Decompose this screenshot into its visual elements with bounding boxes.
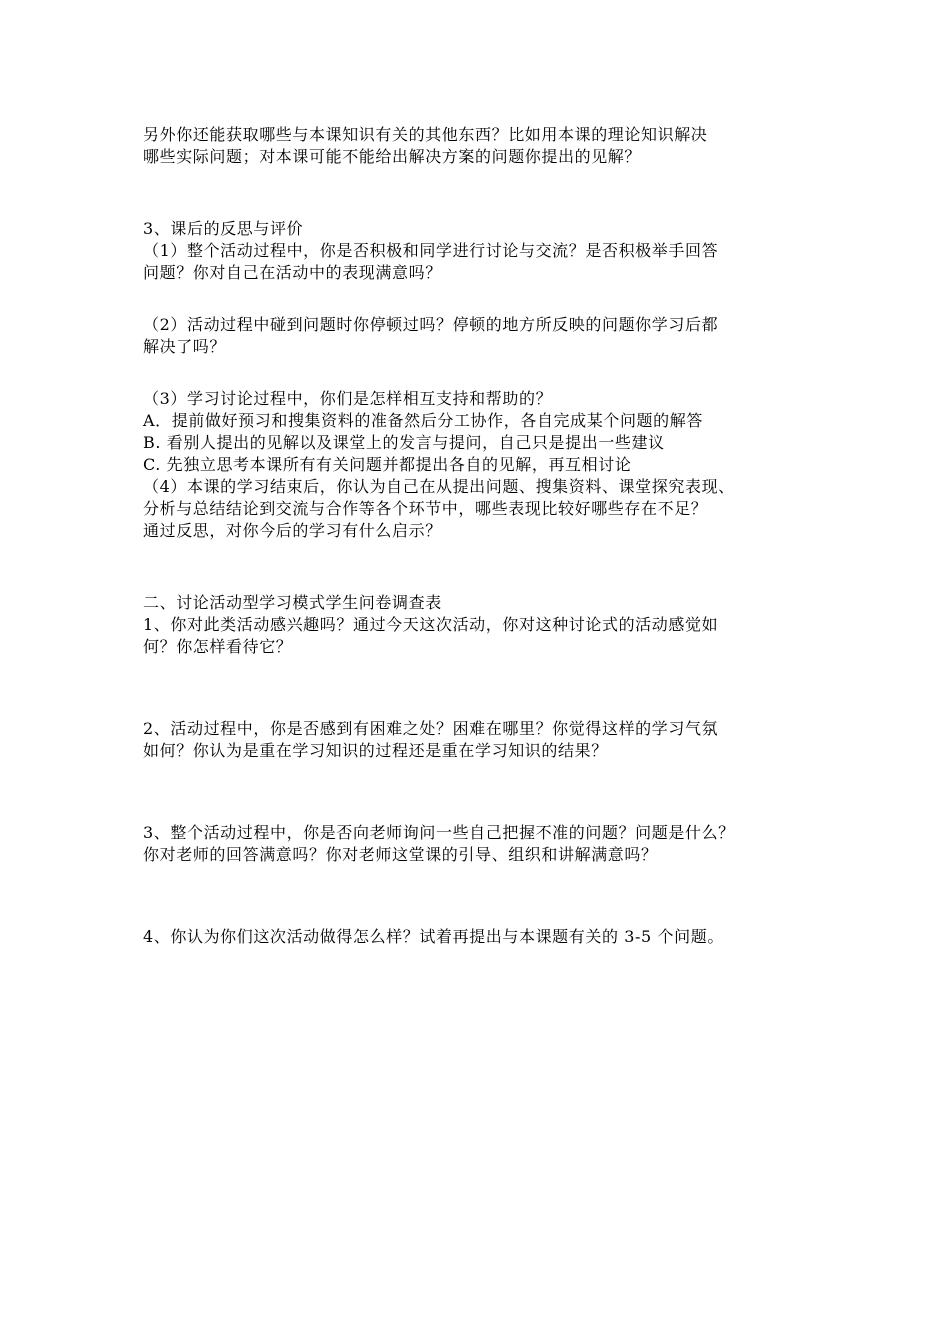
- option-b: B. 看别人提出的见解以及课堂上的发言与提问，自己只是提出一些建议: [143, 433, 665, 452]
- survey-item-1-line-2: 何？你怎样看待它？: [143, 637, 293, 656]
- survey-item-3-line-2: 你对老师的回答满意吗？你对老师这堂课的引导、组织和讲解满意吗？: [143, 845, 658, 864]
- survey-item-2-line-1: 2、活动过程中，你是否感到有困难之处？困难在哪里？你觉得这样的学习气氛: [143, 719, 719, 738]
- survey-item-2-line-2: 如何？你认为是重在学习知识的过程还是重在学习知识的结果？: [143, 741, 608, 760]
- document-page: [143, 124, 823, 948]
- q4-line-3: 通过反思，对你今后的学习有什么启示？: [143, 521, 442, 540]
- option-c: C. 先独立思考本课所有有关问题并都提出各自的见解，再互相讨论: [143, 455, 632, 474]
- survey-item-3-line-1: 3、整个活动过程中，你是否向老师询问一些自己把握不准的问题？问题是什么？: [143, 823, 735, 842]
- option-a: A．提前做好预习和搜集资料的准备然后分工协作，各自完成某个问题的解答: [143, 411, 703, 430]
- intro-line-2: 哪些实际问题；对本课可能不能给出解决方案的问题你提出的见解？: [143, 147, 642, 166]
- section3-heading: 3、课后的反思与评价: [143, 219, 304, 238]
- q4-line-1: （4）本课的学习结束后，你认为自己在从提出问题、搜集资料、课堂探究表现、: [143, 477, 735, 496]
- q1-line-2: 问题？你对自己在活动中的表现满意吗？: [143, 263, 442, 282]
- q4-line-2: 分析与总结结论到交流与合作等各个环节中，哪些表现比较好哪些存在不足？: [143, 499, 708, 518]
- survey-item-1-line-1: 1、你对此类活动感兴趣吗？通过今天这次活动，你对这种讨论式的活动感觉如: [143, 615, 719, 634]
- survey-item-4-line-1: 4、你认为你们这次活动做得怎么样？试着再提出与本课题有关的 3-5 个问题。: [143, 927, 724, 946]
- q1-line-1: （1）整个活动过程中，你是否积极和同学进行讨论与交流？是否积极举手回答: [143, 241, 719, 260]
- intro-line-1: 另外你还能获取哪些与本课知识有关的其他东西？比如用本课的理论知识解决: [143, 125, 708, 144]
- q2-line-1: （2）活动过程中碰到问题时你停顿过吗？停顿的地方所反映的问题你学习后都: [143, 315, 719, 334]
- survey-heading: 二、讨论活动型学习模式学生问卷调查表: [143, 593, 442, 612]
- q3-line: （3）学习讨论过程中，你们是怎样相互支持和帮助的？: [143, 389, 553, 408]
- q2-line-2: 解决了吗？: [143, 337, 227, 356]
